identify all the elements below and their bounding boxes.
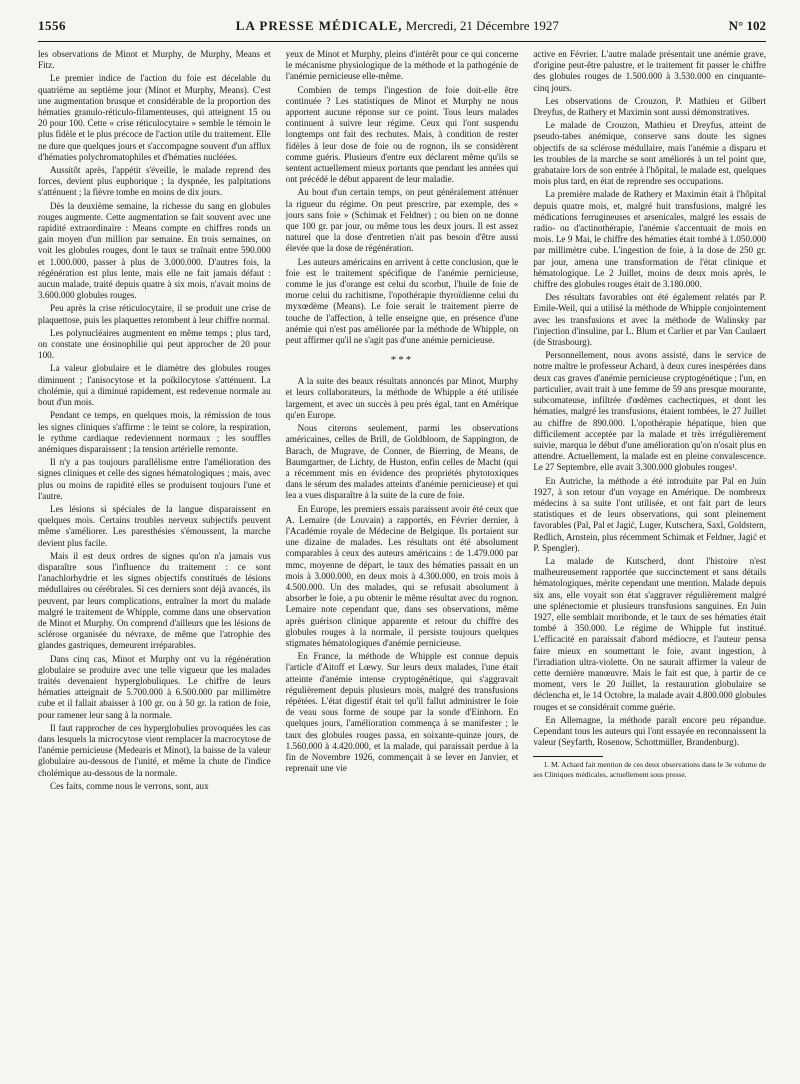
issue-date: Mercredi, 21 Décembre 1927 bbox=[405, 18, 559, 33]
paragraph: Les polynucléaires augmentent en même temps ; plus tard, on constate une éosinophilie qui peut approcher de 20 pour 100. bbox=[38, 327, 271, 361]
page-header bbox=[38, 18, 766, 42]
paragraph: Le premier indice de l'action du foie est décelable du quatrième au septième jour (Minot et Murphy, Means). C'est une augmentation brusque et considérable de la proportion des hématies granulo-réticulo-filamenteuses, qui atteignent 15 ou 20 pour 100. Cette « crise réticulocytaire » semble le témoin le plus fidèle et le plus précoce de l'action utile du traitement. Elle ne dure que quelques jours et s'accompagne souvent d'un afflux d'hématies polychromatophiles et d'hématies nucléées. bbox=[38, 73, 271, 162]
column-left bbox=[38, 49, 271, 1084]
page-number: 1556 bbox=[38, 18, 66, 33]
paragraph: Mais il est deux ordres de signes qu'on n'a jamais vus disparaître sous l'influence du traitement : ce sont l'anachlorhydrie et les signes objectifs constitués de lésions médullaires ou cérébrales. Si ces derniers sont déjà avancés, ils peuvent, par leurs complications, entraîner la mort du malade malgré le traitement de Whipple, comme dans une observation de Minot et Murphy. On comprend d'ailleurs que les lésions de sclérose organisée du névraxe, de même que l'atrophie des glandes gastriques, demeurent irréparables. bbox=[38, 550, 271, 651]
paragraph: Il n'y a pas toujours parallélisme entre l'amélioration des signes cliniques et celle des signes hématologiques ; mais, avec plus ou moins de rapidité elles se produisent toujours l'une et l'autre. bbox=[38, 457, 271, 501]
paragraph: Combien de temps l'ingestion de foie doit-elle être continuée ? Les statistiques de Minot et Murphy ne nous apportent aucune réponse sur ce point. Tous leurs malades continuent à suivre leur régime. Ceux qui l'ont suspendu longtemps ont fait des rechutes. Mais, à condition de rester fidèles à leur dose de foie ou de rognon, ils se considèrent comme guéris. Plusieurs d'entre eux déclarent même qu'ils se sentent actuellement mieux portants que pendant les années qui ont précédé le début apparent de leur maladie. bbox=[285, 84, 519, 185]
paragraph: Il faut rapprocher de ces hyperglobulies provoquées les cas dans lesquels la microcytose vient remplacer la macrocytose de l'anémie pernicieuse (Medearis et Minot), la baisse de la valeur globulaire au-dessous de l'unité, et même la chute de l'indice cholémique au-dessous de la normale. bbox=[38, 722, 271, 778]
paragraph: Aussitôt après, l'appétit s'éveille, le malade reprend des forces, devient plus euphorique ; la dyspnée, les palpitations s'atténuent ; la fièvre tombe en moins de dix jours. bbox=[38, 165, 271, 198]
paragraph: Personnellement, nous avons assisté, dans le service de notre maître le professeur Achard, à deux cures inespérées dans deux cas graves d'anémie pernicieuse cryptogénétique ; l'un, en particulier, avait trait à une femme de 59 ans presque mourante, subcomateuse, infiltrée d'œdèmes cachectiques, et dont les hématies, malgré les transfusions, étaient tombées, le 27 Juillet au chiffre de 890.000. L'opothérapie hépatique, bien que difficilement acceptée par la malade et très irrégulièrement suivie, marqua le début d'une amélioration qu'on n'osait plus en attendre. Actuellement, la malade est en pleine convalescence. Le 27 Septembre, elle avait 3.300.000 globules rouges¹. bbox=[533, 350, 767, 473]
paragraph: En France, la méthode de Whipple est connue depuis l'article d'Aitoff et Lœwy. Sur leurs deux malades, l'une était atteinte d'anémie intense cryptogénétique, qui s'aggravait régulièrement depuis plusieurs mois, malgré des transfusions répétées. L'état digestif était tel qu'il fallut administrer le foie de veau sous forme de soupe par la sonde d'Einhorn. En quelques jours, l'amélioration commença à se manifester ; le taux des globules rouges passa, en soixante-quinze jours, de 1.560.000 à 4.420.000, et la malade, qui paraissait perdue à la fin de Novembre 1926, commençait à se lever en Janvier, et reprenait une vie bbox=[285, 651, 519, 774]
paragraph: La valeur globulaire et le diamètre des globules rouges diminuent ; l'anisocytose et la poïkilocytose s'atténuent. La cholémie, qui a diminué rapidement, est redevenue normale au bout d'un mois. bbox=[38, 363, 271, 408]
issue-number: N° 102 bbox=[728, 18, 766, 33]
footnote: 1. M. Achard fait mention de ces deux observations dans le 3e volume de ses Cliniques médicales, actuellement sous presse. bbox=[533, 760, 767, 779]
paragraph: active en Février. L'autre malade présentait une anémie grave, d'origine peut-être palustre, et le traitement fit passer le chiffre des globules rouges de 1.500.000 à 3.530.000 en cinquante-cinq jours. bbox=[533, 49, 767, 93]
column-middle bbox=[286, 49, 519, 1084]
paragraph: Dès la deuxième semaine, la richesse du sang en globules rouges augmente. Cette augmentation se fait souvent avec une rapidité extraordinaire : Means compte en chiffres ronds un gain moyen d'un million par semaine. En trois semaines, on voit les globules rouges, dont le taux se traînait entre 590.000 et 1.000.000, passer à plus de 3.000.000. D'autres fois, la régénération est plus lente, mais elle ne fait jamais défaut : aucun malade, traité depuis quatre à six mois, n'avait moins de 3.600.000 globules rouges. bbox=[38, 200, 271, 301]
paragraph: La première malade de Rathery et Maximin était à l'hôpital depuis quatre mois, et, malgré huit transfusions, malgré les médications ferrugineuses et arsenicales, malgré les essais de radio- ou d'actinothérapie, l'anémie s'accentuait de mois en mois. Le 9 Mai, le chiffre des hématies était tombé à 1.050.000 par millimètre cube. L'ingestion de foie, à la dose de 250 gr. par jour, amena une transformation de l'état clinique et hématologique. Le 2 Juillet, moins de deux mois après, le chiffre des globules rouges était de 3.180.000. bbox=[533, 189, 767, 290]
paragraph: Dans cinq cas, Minot et Murphy ont vu la régénération globulaire se produire avec une telle vigueur que les malades traités devenaient hyperglobuliques. Le chiffre de leurs hématies atteignait de 5.700.000 à 6.500.000 par millimètre cube et il fallait abaisser à 100 gr. ou à 50 gr. la ration de foie, pour ramener leur sang à la normale. bbox=[38, 653, 271, 720]
section-separator: *** bbox=[390, 354, 414, 367]
paragraph: A la suite des beaux résultats annoncés par Minot, Murphy et leurs collaborateurs, la méthode de Whipple a été utilisée largement, et avec un succès à peu près égal, tant en Amérique qu'en Europe. bbox=[285, 376, 519, 420]
paragraph: Nous citerons seulement, parmi les observations américaines, celles de Brill, de Goldbloom, de Sappington, de Barach, de Mugrave, de Conner, de Bierring, de Means, de Baumgartner, de Lichty, de Huston, enfin celles de Macht (qui a récemment mis en évidence des propriétés phytotoxiques dans le sérum des malades atteints d'anémie pernicieuse) et qui lea a vues disparaître à la suite de la cure de foie. bbox=[285, 423, 519, 501]
journal-title-line bbox=[236, 18, 559, 34]
paragraph: Les auteurs américains en arrivent à cette conclusion, que le foie est le traitement spécifique de l'anémie pernicieuse, comme le jus d'orange est celui du scorbut, l'huile de foie de morue celui du rachitisme, l'opothérapie thyroïdienne celui du myxœdème (Means). Le foie serait le traitement pierre de touche de l'affection, à telle enseigne que, en présence d'une anémie qui n'est pas améliorée par la méthode de Whipple, on peut affirmer qu'il ne s'agit pas d'une anémie pernicieuse. bbox=[285, 256, 519, 346]
text-columns bbox=[38, 49, 766, 1084]
paragraph: Les lésions si spéciales de la langue disparaissent en quelques mois. Certains troubles nerveux subjectifs peuvent même s'améliorer. Les paresthésies s'émoussent, la marche devient plus facile. bbox=[38, 503, 271, 548]
paragraph: Le malade de Crouzon, Mathieu et Dreyfus, atteint de pseudo-tabes anémique, conserve sans doute les signes objectifs de sa sclérose médullaire, mais l'anémie a disparu et les troubles de la marche se sont améliorés à un tel point que, grabataire lors de son entrée à l'hôpital, le malade est, quelques mois plus tard, en état de reprendre ses occupations. bbox=[533, 120, 767, 187]
paragraph: Au bout d'un certain temps, on peut généralement atténuer la rigueur du régime. On peut prescrire, par exemple, des « jours sans foie » (Schimak et Feldner) ; ou bien on ne donne que 100 gr. par jour, ou même tous les deux jours. Il est assez naturel que la dose d'entretien n'ait pas besoin d'être aussi élevée que la dose de régénération. bbox=[285, 187, 519, 254]
column-right bbox=[533, 49, 766, 1084]
paragraph: yeux de Minot et Murphy, pleins d'intérêt pour ce qui concerne le mécanisme physiologique de la méthode et la pathogénie de l'anémie pernicieuse elle-même. bbox=[285, 49, 519, 82]
paragraph: Pendant ce temps, en quelques mois, la rémission de tous les signes cliniques s'affirme : le teint se colore, la respiration, le rythme cardiaque redeviennent normaux ; les souffles anémiques disparaissent ; la tension artérielle remonte. bbox=[38, 410, 271, 454]
paragraph: La malade de Kutscherd, dont l'histoire n'est malheureusement rapportée que succinctement et sans détails hématologiques, mérite cependant une mention. Malade depuis six ans, elle voyait son état s'aggraver régulièrement malgré une splénectomie et plusieurs transfusions sanguines. En Juin 1927, elle semblait moribonde, et le taux de ses hématies était tombé à 350.000. Le régime de Whipple fut institué. L'efficacité en paraissait d'abord médiocre, et l'auteur pensa faire mieux en soumettant le foie, avant ingestion, à l'irradiation ultra-violette. On ne saurait affirmer la valeur de cette dernière manœuvre. Mais le fait est que, à partir de ce moment, vers le 20 Juillet, la restauration globulaire se déclencha et, le 14 Octobre, la malade avait 4.800.000 globules rouges et se considérait comme guérie. bbox=[533, 555, 767, 712]
paragraph: Des résultats favorables ont été également relatés par P. Emile-Weil, qui a utilisé la méthode de Whipple conjointement avec les transfusions et avec la méthode de Walinsky par l'injection d'insuline, par L. Blum et Carlier et par Van Caulaert (de Strasbourg). bbox=[533, 292, 767, 348]
paragraph: En Allemagne, la méthode paraît encore peu répandue. Cependant tous les auteurs qui l'ont essayée en reconnaissent la valeur (Seyfarth, Rosenow, Schottmüller, Brandenburg). bbox=[533, 714, 767, 748]
journal-title: LA PRESSE MÉDICALE, bbox=[235, 18, 403, 33]
paragraph: Ces faits, comme nous le verrons, sont, aux bbox=[50, 780, 209, 791]
footnote-rule bbox=[533, 756, 603, 757]
paragraph: En Europe, les premiers essais paraissent avoir été ceux que A. Lemaire (de Louvain) a rapportés, en Février dernier, à l'Académie royale de Médecine de Belgique. Ils portaient sur une dizaine de malades. Les résultats ont été absolument comparables à ceux des auteurs américains : de 1.479.000 par mmc, moyenne de départ, le taux des hématies passait en un mois à 3.000.000, en deux mois à 4.300.000, en trois mois à 4.500.000. Un des malades, qui se refusait absolument à absorber le foie, a pu obtenir le même résultat avec du rognon. Lemaire note cependant que, dans ses observations, même après guérison clinique apparente et retour du chiffre des globules rouges à la normale, il persiste toujours quelques stigmates hématologiques d'anémie pernicieuse. bbox=[285, 503, 519, 648]
paragraph: Peu après la crise réticulocytaire, il se produit une crise de plaquettose, puis les plaquettes retombent à leur chiffre normal. bbox=[38, 303, 271, 325]
paragraph: les observations de Minot et Murphy, de Murphy, Means et Fitz. bbox=[38, 49, 271, 71]
paragraph: En Autriche, la méthode a été introduite par Pal en Juin 1927, à son retour d'un voyage en Amérique. De nombreux médecins à sa suite l'ont utilisée, et ont fait part de leurs statistiques et de leurs observations, qui sont pleinement favorables (Pal, Pal et Jagić, Luger, Kutschera, Saxl, Goldstern, Redlich, Arnstein, plus récemment Schimak et Feldner, Jagić et P. Spengler). bbox=[533, 475, 767, 553]
paragraph: Les observations de Crouzon, P. Mathieu et Gilbert Dreyfus, de Rathery et Maximin sont aussi démonstratives. bbox=[533, 95, 767, 118]
